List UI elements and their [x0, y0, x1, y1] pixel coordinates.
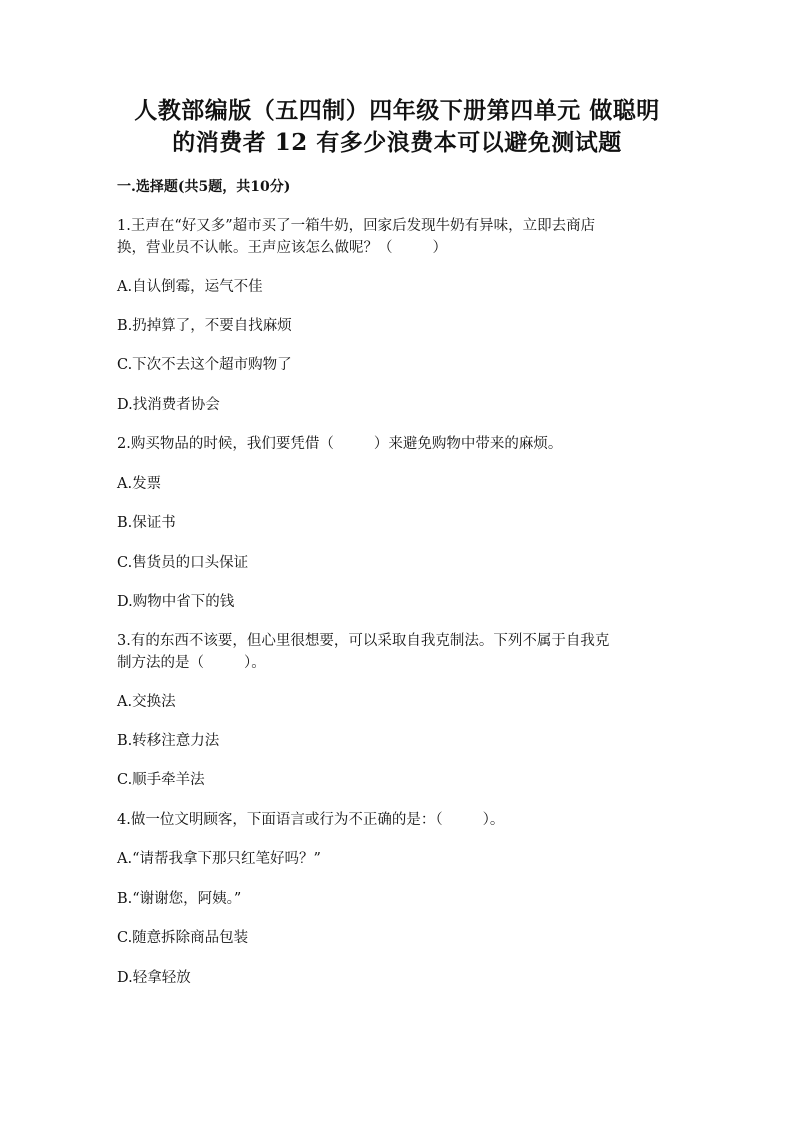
question-2 [117, 433, 677, 455]
question-number: 4. [117, 812, 131, 828]
question-3 [117, 630, 677, 674]
question-text: 有的东西不该要，但心里很想要，可以采取自我克制法。下列不属于自我克 [130, 633, 610, 649]
question-text-end: ）来避免购物中带来的麻烦。 [373, 436, 563, 452]
question-number: 1. [117, 218, 131, 234]
option-b: B.转移注意力法 [117, 733, 220, 749]
option-a: A.自认倒霉，运气不佳 [117, 279, 263, 295]
option-c: C.售货员的口头保证 [117, 555, 249, 571]
option-c: C.下次不去这个超市购物了 [117, 357, 292, 373]
option-a: A.“请帮我拿下那只红笔好吗？” [117, 851, 321, 867]
question-number: 3. [117, 633, 131, 649]
title-line-2: 的消费者 12 有多少浪费本可以避免测试题 [172, 129, 622, 156]
option-a: A.发票 [117, 476, 162, 492]
title-line-1: 人教部编版（五四制）四年级下册第四单元 做聪明 [134, 97, 660, 124]
section-heading: 一.选择题(共5题，共10分) [117, 179, 291, 195]
option-b: B.“谢谢您，阿姨。” [117, 891, 242, 907]
option-a: A.交换法 [117, 694, 176, 710]
question-text-end: ）。 [244, 655, 266, 671]
question-text-cont: 换，营业员不认帐。王声应该怎么做呢？（ [117, 240, 393, 256]
question-text: 王声在“好又多”超市买了一箱牛奶，回家后发现牛奶有异味，立即去商店 [130, 218, 596, 234]
option-c: C.顺手牵羊法 [117, 772, 205, 788]
question-4 [117, 809, 677, 831]
option-d: D.找消费者协会 [117, 397, 220, 413]
option-d: D.轻拿轻放 [117, 970, 191, 986]
question-1 [117, 215, 677, 259]
option-c: C.随意拆除商品包装 [117, 930, 249, 946]
page-title [120, 95, 674, 159]
question-text-cont: 制方法的是（ [117, 655, 204, 671]
question-text: 做一位文明顾客，下面语言或行为不正确的是：（ [130, 812, 443, 828]
question-text: 购买物品的时候，我们要凭借（ [130, 436, 334, 452]
question-number: 2. [117, 436, 131, 452]
option-b: B.扔掉算了，不要自找麻烦 [117, 318, 292, 334]
question-text-end: ）。 [482, 812, 505, 828]
option-b: B.保证书 [117, 515, 176, 531]
question-text-end: ） [432, 240, 447, 256]
option-d: D.购物中省下的钱 [117, 594, 235, 610]
